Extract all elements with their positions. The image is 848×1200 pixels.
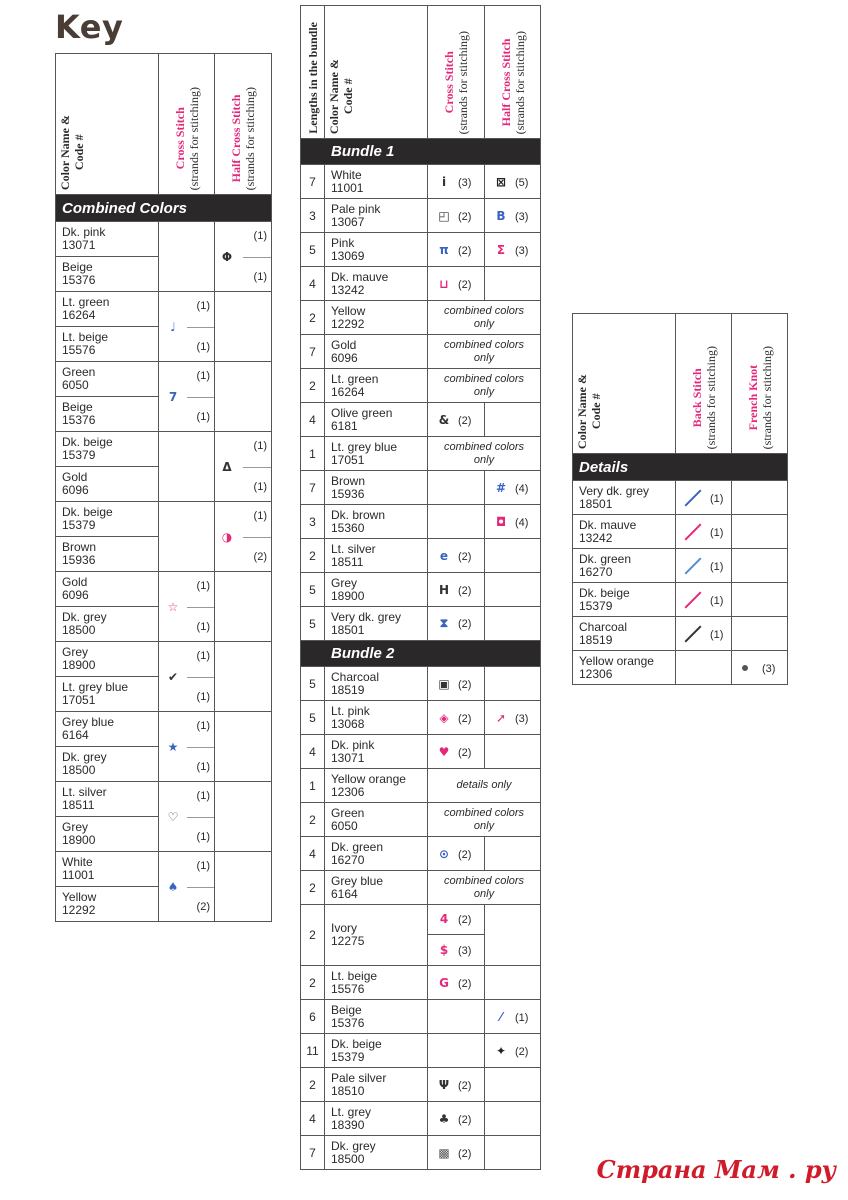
table-row: 2 Lt. silver 18511 e (2) <box>301 539 541 573</box>
table-row: Lt. green 16264 ♩ (1) (1) <box>56 292 272 327</box>
bundle-table <box>300 5 541 1170</box>
half-cross-stitch-cell <box>485 837 541 871</box>
half-cross-stitch-cell <box>215 642 272 712</box>
table-row: 2 Yellow 12292 combined colors only <box>301 301 541 335</box>
cross-stitch-cell: π (2) <box>428 233 485 267</box>
half-cross-stitch-cell: Σ (3) <box>485 233 541 267</box>
cross-stitch-cell: & (2) <box>428 403 485 437</box>
half-cross-stitch-cell <box>215 292 272 362</box>
cross-stitch-cell: ♠ (1) (2) <box>159 852 215 922</box>
stitch-symbol-icon: i <box>441 174 447 189</box>
half-cross-stitch-cell: B (3) <box>485 199 541 233</box>
cross-stitch-cell <box>428 471 485 505</box>
table-row: 5 Very dk. grey 18501 ⧗ (2) <box>301 607 541 641</box>
cross-stitch-cell: i (3) <box>428 165 485 199</box>
table-row: Beige 15376 <box>56 257 272 292</box>
cross-stitch-cell: H (2) <box>428 573 485 607</box>
note-cell: combined colors only <box>428 369 541 403</box>
half-cross-stitch-cell <box>485 1136 541 1170</box>
key-title: Key <box>55 8 124 46</box>
table-row: Grey 18900 ✔ (1) (1) <box>56 642 272 677</box>
table-row: 7 Brown 15936 # (4) <box>301 471 541 505</box>
stitch-symbol-icon: G <box>439 975 449 990</box>
stitch-symbol-icon: Ψ <box>438 1077 450 1092</box>
table-row: 4 Dk. pink 13071 ♥ (2) <box>301 735 541 769</box>
mid-half-cross-stitch-header: Half Cross Stitch (strands for stitching) <box>485 6 541 139</box>
stitch-symbol-icon: ☆ <box>167 599 179 614</box>
stitch-symbol-icon: ⧗ <box>439 616 449 630</box>
table-row: 1 Lt. grey blue 17051 combined colors only <box>301 437 541 471</box>
stitch-symbol-icon: ✦ <box>495 1043 507 1058</box>
table-row: 2 Grey blue 6164 combined colors only <box>301 871 541 905</box>
table-row: White 11001 ♠ (1) (2) <box>56 852 272 887</box>
cross-stitch-cell: ▣ (2) <box>428 667 485 701</box>
combined-colors-table <box>55 53 272 922</box>
details-table <box>572 313 788 685</box>
table-row: 4 Dk. green 16270 ⊙ (2) <box>301 837 541 871</box>
half-cross-stitch-cell <box>215 852 272 922</box>
french-knot-cell <box>732 583 788 617</box>
note-cell: details only <box>428 769 541 803</box>
stitch-symbol-icon: $ <box>439 943 449 957</box>
back-stitch-cell <box>676 651 732 685</box>
half-cross-stitch-cell <box>215 712 272 782</box>
table-row: Dk. grey 18500 <box>56 607 272 642</box>
table-row: Very dk. grey 18501 (1) <box>573 481 788 515</box>
half-cross-stitch-cell <box>485 1068 541 1102</box>
half-cross-stitch-cell: ◘ (4) <box>485 505 541 539</box>
half-cross-stitch-cell <box>215 782 272 852</box>
back-stitch-line-icon <box>685 558 702 575</box>
cross-stitch-cell: G (2) <box>428 966 485 1000</box>
table-row: Lt. grey blue 17051 <box>56 677 272 712</box>
stitch-symbol-icon: & <box>438 412 450 427</box>
back-stitch-cell: (1) <box>676 481 732 515</box>
stitch-symbol-icon: ♩ <box>170 319 176 334</box>
table-row: 5 Lt. pink 13068 ◈ (2) ➚ (3) <box>301 701 541 735</box>
table-row: 4 Dk. mauve 13242 ⊔ (2) <box>301 267 541 301</box>
stitch-symbol-icon: 7 <box>168 389 178 404</box>
cross-stitch-cell: ◈ (2) <box>428 701 485 735</box>
back-stitch-line-icon <box>685 490 702 507</box>
french-knot-icon <box>742 665 748 671</box>
table-row: 7 White 11001 i (3) ⊠ (5) <box>301 165 541 199</box>
table-row: 2 Lt. beige 15576 G (2) <box>301 966 541 1000</box>
stitch-symbol-icon: ♣ <box>438 1111 450 1126</box>
cross-stitch-cell: Ψ (2) <box>428 1068 485 1102</box>
stitch-symbol-icon: π <box>439 242 449 257</box>
half-cross-stitch-cell <box>485 403 541 437</box>
table-row: 2 Lt. green 16264 combined colors only <box>301 369 541 403</box>
table-row: 2 Green 6050 combined colors only <box>301 803 541 837</box>
half-cross-stitch-cell: Δ (1) (1) <box>215 432 272 502</box>
stitch-symbol-icon: ◰ <box>438 208 450 223</box>
back-stitch-cell: (1) <box>676 549 732 583</box>
table-row: 7 Dk. grey 18500 ▩ (2) <box>301 1136 541 1170</box>
half-cross-stitch-cell <box>485 667 541 701</box>
stitch-symbol-icon: Δ <box>222 459 232 474</box>
stitch-symbol-icon: ★ <box>167 739 179 754</box>
half-cross-stitch-cell: ⊠ (5) <box>485 165 541 199</box>
stitch-symbol-icon: 4 <box>439 912 449 926</box>
cross-stitch-cell: ☆ (1) (1) <box>159 572 215 642</box>
cross-stitch-cell <box>428 505 485 539</box>
table-row: 3 Dk. brown 15360 ◘ (4) <box>301 505 541 539</box>
table-row: Brown 15936 <box>56 537 272 572</box>
bundle-2-band: Bundle 2 <box>301 641 541 667</box>
table-row: Dk. beige 15379 (1) <box>573 583 788 617</box>
table-row: Green 6050 7 (1) (1) <box>56 362 272 397</box>
table-row: Dk. beige 15379 ◑ (1) (2) <box>56 502 272 537</box>
stitch-symbol-icon: ♥ <box>438 744 450 759</box>
table-row: Grey blue 6164 ★ (1) (1) <box>56 712 272 747</box>
table-row: Beige 15376 <box>56 397 272 432</box>
table-row: 6 Beige 15376 ⁄ (1) <box>301 1000 541 1034</box>
note-cell: combined colors only <box>428 335 541 369</box>
table-row: Dk. beige 15379 Δ (1) (1) <box>56 432 272 467</box>
stitch-symbol-icon: ♡ <box>167 809 179 824</box>
bundle-1-band: Bundle 1 <box>301 139 541 165</box>
french-knot-cell: (3) <box>732 651 788 685</box>
table-row: Dk. mauve 13242 (1) <box>573 515 788 549</box>
cross-stitch-cell: ▩ (2) <box>428 1136 485 1170</box>
half-cross-stitch-cell <box>215 362 272 432</box>
stitch-symbol-icon: ♠ <box>167 879 179 894</box>
left-header-row <box>56 54 272 195</box>
note-cell: combined colors only <box>428 803 541 837</box>
half-cross-stitch-cell <box>485 267 541 301</box>
stitch-symbol-icon: Σ <box>496 242 506 257</box>
stitch-symbol-icon: Φ <box>221 249 233 264</box>
color-name-header: Color Name & Code # <box>56 54 159 195</box>
table-row: 5 Charcoal 18519 ▣ (2) <box>301 667 541 701</box>
table-row: Dk. green 16270 (1) <box>573 549 788 583</box>
cross-stitch-header: Cross Stitch (strands for stitching) <box>159 54 215 195</box>
table-row: 5 Grey 18900 H (2) <box>301 573 541 607</box>
cross-stitch-cell: ✔ (1) (1) <box>159 642 215 712</box>
half-cross-stitch-cell <box>485 966 541 1000</box>
details-color-name-header: Color Name & Code # <box>573 314 676 454</box>
ivory-cross-a: 4 (2) <box>428 905 484 935</box>
half-cross-stitch-cell <box>215 572 272 642</box>
stitch-symbol-icon: ▣ <box>438 676 450 691</box>
table-row: 3 Pale pink 13067 ◰ (2) B (3) <box>301 199 541 233</box>
stitch-symbol-icon: ✔ <box>167 669 179 684</box>
table-row: Gold 6096 ☆ (1) (1) <box>56 572 272 607</box>
back-stitch-cell: (1) <box>676 583 732 617</box>
half-cross-stitch-cell: # (4) <box>485 471 541 505</box>
cross-stitch-cell: ⧗ (2) <box>428 607 485 641</box>
half-cross-stitch-cell: ➚ (3) <box>485 701 541 735</box>
cross-stitch-cell: ♥ (2) <box>428 735 485 769</box>
table-row: Dk. grey 18500 <box>56 747 272 782</box>
half-cross-stitch-cell <box>485 539 541 573</box>
table-row: Grey 18900 <box>56 817 272 852</box>
lengths-header: Lengths in the bundle <box>301 6 325 139</box>
table-row: Lt. beige 15576 <box>56 327 272 362</box>
stitch-symbol-icon: ▩ <box>438 1145 450 1160</box>
table-row: Lt. silver 18511 ♡ (1) (1) <box>56 782 272 817</box>
back-stitch-cell: (1) <box>676 515 732 549</box>
table-row: Gold 6096 <box>56 467 272 502</box>
table-row: 11 Dk. beige 15379 ✦ (2) <box>301 1034 541 1068</box>
stitch-symbol-icon: ◘ <box>495 514 507 529</box>
note-cell: combined colors only <box>428 871 541 905</box>
back-stitch-line-icon <box>685 626 702 643</box>
cross-stitch-cell: ⊙ (2) <box>428 837 485 871</box>
french-knot-header: French Knot (strands for stitching) <box>732 314 788 454</box>
half-cross-stitch-cell <box>485 735 541 769</box>
ivory-cross-b: $ (3) <box>428 935 484 965</box>
back-stitch-line-icon <box>685 592 702 609</box>
cross-stitch-cell: ♡ (1) (1) <box>159 782 215 852</box>
table-row: Yellow orange 12306 (3) <box>573 651 788 685</box>
cross-stitch-cell: ♣ (2) <box>428 1102 485 1136</box>
french-knot-cell <box>732 515 788 549</box>
half-cross-stitch-cell: ✦ (2) <box>485 1034 541 1068</box>
table-row: 4 Olive green 6181 & (2) <box>301 403 541 437</box>
stitch-symbol-icon: # <box>495 480 507 495</box>
table-row: Yellow 12292 <box>56 887 272 922</box>
mid-cross-stitch-header: Cross Stitch (strands for stitching) <box>428 6 485 139</box>
cross-stitch-cell <box>159 432 215 502</box>
right-header-row <box>573 314 788 454</box>
back-stitch-cell: (1) <box>676 617 732 651</box>
details-band: Details <box>573 454 788 481</box>
stitch-symbol-icon: ⊔ <box>439 276 449 291</box>
stitch-symbol-icon: ◈ <box>439 710 449 725</box>
note-cell: combined colors only <box>428 437 541 471</box>
french-knot-cell <box>732 549 788 583</box>
half-cross-stitch-cell: ⁄ (1) <box>485 1000 541 1034</box>
watermark: Страна Мам . ру <box>596 1155 836 1184</box>
stitch-symbol-icon: e <box>439 548 449 563</box>
table-row: 2 Pale silver 18510 Ψ (2) <box>301 1068 541 1102</box>
half-cross-stitch-cell: ◑ (1) (2) <box>215 502 272 572</box>
cross-stitch-cell: ◰ (2) <box>428 199 485 233</box>
stitch-symbol-icon: ⁄ <box>499 1009 502 1024</box>
stitch-symbol-icon: ◑ <box>221 529 233 544</box>
cross-stitch-cell: e (2) <box>428 539 485 573</box>
mid-header-row <box>301 6 541 139</box>
combined-colors-band: Combined Colors <box>56 195 272 222</box>
half-cross-stitch-cell <box>485 573 541 607</box>
cross-stitch-cell <box>428 1034 485 1068</box>
table-row: Charcoal 18519 (1) <box>573 617 788 651</box>
stitch-symbol-icon: ⊙ <box>438 846 450 861</box>
stitch-symbol-icon: B <box>496 208 506 223</box>
table-row: 1 Yellow orange 12306 details only <box>301 769 541 803</box>
french-knot-cell <box>732 617 788 651</box>
table-row: 4 Lt. grey 18390 ♣ (2) <box>301 1102 541 1136</box>
cross-stitch-cell: ★ (1) (1) <box>159 712 215 782</box>
half-cross-stitch-cell <box>485 607 541 641</box>
back-stitch-line-icon <box>685 524 702 541</box>
cross-stitch-cell <box>159 502 215 572</box>
table-row: Dk. pink 13071 Φ (1) (1) <box>56 222 272 257</box>
french-knot-cell <box>732 481 788 515</box>
cross-stitch-cell: ⊔ (2) <box>428 267 485 301</box>
half-cross-stitch-header: Half Cross Stitch (strands for stitching) <box>215 54 272 195</box>
half-cross-stitch-cell: Φ (1) (1) <box>215 222 272 292</box>
mid-color-name-header: Color Name & Code # <box>325 6 428 139</box>
cross-stitch-cell <box>159 222 215 292</box>
cross-stitch-cell: ♩ (1) (1) <box>159 292 215 362</box>
back-stitch-header: Back Stitch (strands for stitching) <box>676 314 732 454</box>
cross-stitch-cell <box>428 1000 485 1034</box>
half-cross-stitch-cell <box>485 1102 541 1136</box>
stitch-symbol-icon: H <box>438 582 450 597</box>
stitch-symbol-icon: ⊠ <box>495 174 507 189</box>
stitch-symbol-icon: ➚ <box>495 710 507 725</box>
note-cell: combined colors only <box>428 301 541 335</box>
table-row: 5 Pink 13069 π (2) Σ (3) <box>301 233 541 267</box>
table-row: 7 Gold 6096 combined colors only <box>301 335 541 369</box>
cross-stitch-cell: 7 (1) (1) <box>159 362 215 432</box>
table-row-ivory: 2 Ivory 12275 4 (2) $ (3) <box>301 905 541 966</box>
